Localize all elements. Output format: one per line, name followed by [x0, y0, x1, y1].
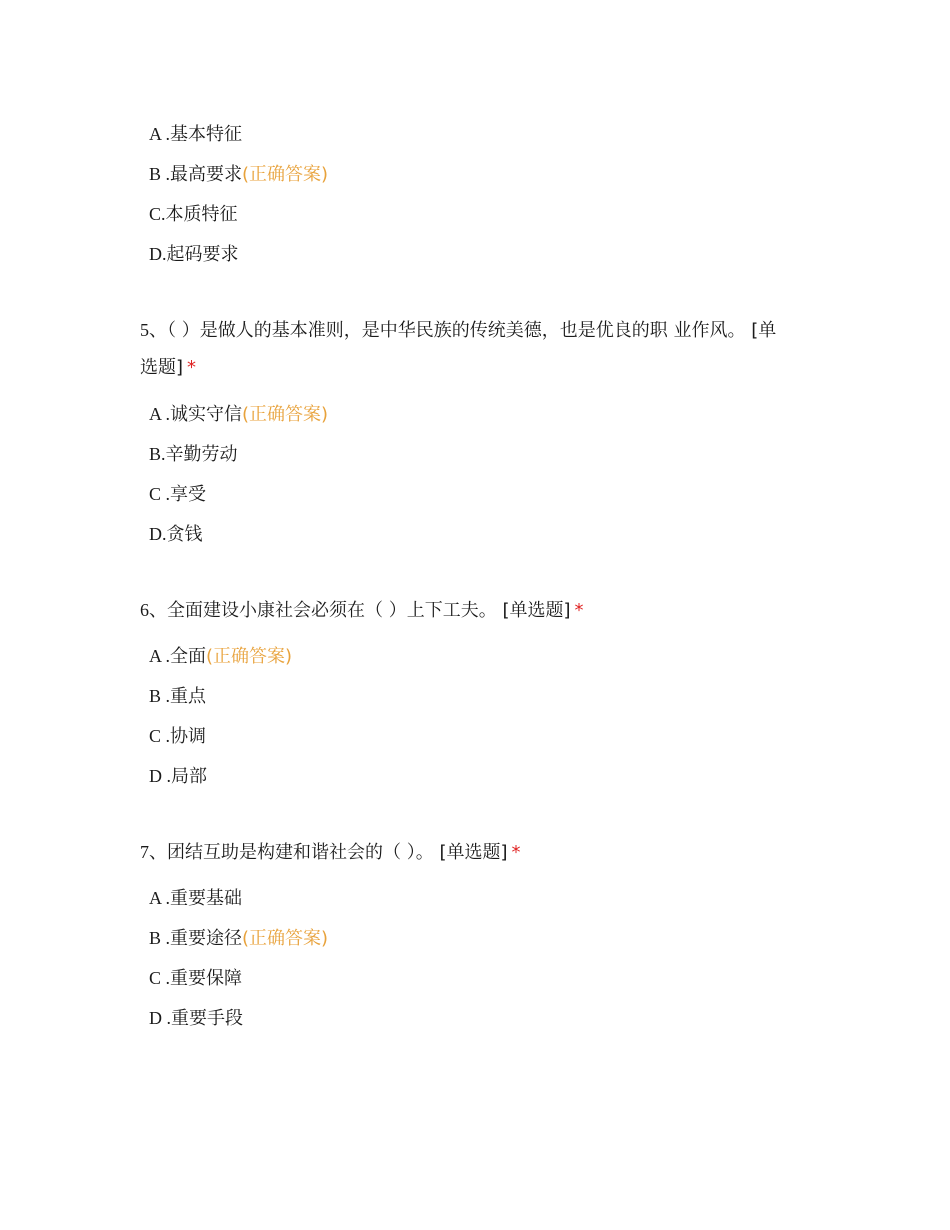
question-number: 6、: [140, 600, 167, 620]
q6-option-b: [149, 684, 206, 709]
option-text: 享受: [170, 484, 207, 505]
q5-title-line1: [140, 318, 776, 343]
option-prefix: C .: [149, 484, 171, 504]
correct-answer-tag: (正确答案): [242, 928, 329, 949]
option-prefix: B .: [149, 164, 171, 184]
option-prefix: D .: [149, 1008, 171, 1028]
option-text: 辛勤劳动: [165, 444, 238, 465]
option-text: 重点: [170, 686, 207, 707]
correct-answer-tag: (正确答案): [242, 164, 329, 185]
required-mark: *: [187, 357, 197, 378]
q5-option-c: [149, 482, 206, 507]
q4-option-d: [149, 242, 239, 267]
option-prefix: B .: [149, 686, 171, 706]
option-prefix: B .: [149, 928, 171, 948]
option-text: 起码要求: [166, 244, 239, 265]
option-prefix: C.: [149, 204, 166, 224]
question-number: 7、: [140, 842, 167, 862]
option-prefix: C .: [149, 968, 171, 988]
option-prefix: A .: [149, 404, 171, 424]
question-text: 团结互助是构建和谐社会的（ ）。: [167, 842, 434, 863]
question-text: 全面建设小康社会必须在（ ）上下工夫。: [167, 600, 497, 621]
q5-title-line2: [140, 356, 196, 380]
option-text: 诚实守信: [170, 404, 243, 425]
q4-option-a: [149, 122, 242, 147]
q7-title: [140, 840, 521, 865]
question-type-cont: 选题]: [140, 357, 184, 378]
option-prefix: A .: [149, 888, 171, 908]
required-mark: *: [574, 600, 584, 621]
q6-option-d: [149, 764, 207, 789]
option-prefix: A .: [149, 124, 171, 144]
q4-option-c: [149, 202, 238, 227]
option-text: 局部: [171, 766, 207, 787]
option-text: 基本特征: [170, 124, 243, 145]
option-prefix: C .: [149, 726, 171, 746]
q6-option-a: [149, 644, 292, 669]
option-text: 重要基础: [170, 888, 243, 909]
q5-option-a: [149, 402, 328, 427]
option-text: 重要手段: [171, 1008, 243, 1029]
option-prefix: A .: [149, 646, 171, 666]
correct-answer-tag: (正确答案): [242, 404, 329, 425]
option-text: 本质特征: [165, 204, 238, 225]
q7-option-a: [149, 886, 242, 911]
q4-option-b: [149, 162, 328, 187]
question-number: 5、: [140, 320, 167, 340]
question-type: [单选题]: [502, 600, 571, 621]
q5-option-b: [149, 442, 238, 467]
option-text: 最高要求: [170, 164, 243, 185]
option-prefix: D.: [149, 524, 167, 544]
option-text: 全面: [170, 646, 207, 667]
q6-title: [140, 598, 584, 623]
question-type: [单: [751, 320, 777, 341]
q7-option-b: [149, 926, 328, 951]
option-prefix: B.: [149, 444, 166, 464]
option-prefix: D .: [149, 766, 171, 786]
option-text: 重要途径: [170, 928, 243, 949]
q7-option-c: [149, 966, 242, 991]
question-type: [单选题]: [439, 842, 508, 863]
option-text: 贪钱: [166, 524, 203, 545]
required-mark: *: [511, 842, 521, 863]
option-text: 协调: [170, 726, 207, 747]
q6-option-c: [149, 724, 206, 749]
question-text: （ ）是做人的基本准则，是中华民族的传统美德，也是优良的职 业作风。: [167, 320, 746, 341]
option-prefix: D.: [149, 244, 167, 264]
q5-option-d: [149, 522, 203, 547]
option-text: 重要保障: [170, 968, 243, 989]
correct-answer-tag: (正确答案): [206, 646, 293, 667]
q7-option-d: [149, 1006, 243, 1031]
